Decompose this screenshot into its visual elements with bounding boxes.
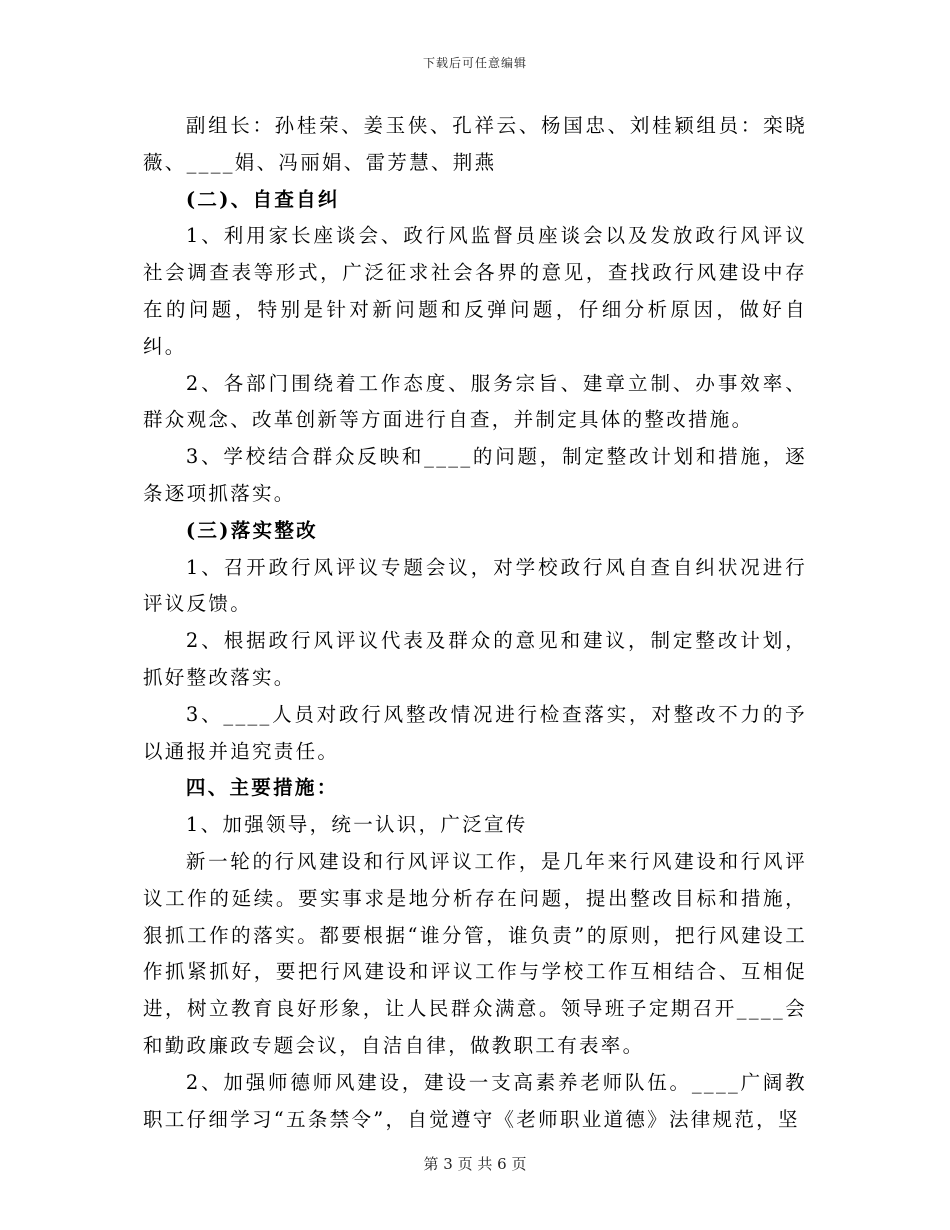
paragraph: 3、____人员对政行风整改情况进行检查落实，对整改不力的予以通报并追究责任。 <box>143 702 807 763</box>
paragraph: 1、利用家长座谈会、政行风监督员座谈会以及发放政行风评议社会调查表等形式，广泛征求社会各界的意见，查找政行风建设中存在的问题，特别是针对新问题和反弹问题，仔细分析原因，做好自纠。 <box>143 224 807 358</box>
paragraph: 2、加强师德师风建设，建设一支高素养老师队伍。____广阔教职工仔细学习“五条禁令”，自觉遵守《老师职业道德》法律规范，坚 <box>143 1070 807 1131</box>
document-body <box>143 108 807 1138</box>
page-header-note: 下载后可任意编辑 <box>422 56 527 70</box>
paragraph: 1、召开政行风评议专题会议，对学校政行风自查自纠状况进行评议反馈。 <box>143 555 807 616</box>
page-number: 第 3 页 共 6 页 <box>423 1155 527 1173</box>
paragraph: 2、各部门围绕着工作态度、服务宗旨、建章立制、办事效率、群众观念、改革创新等方面进行自查，并制定具体的整改措施。 <box>143 371 807 432</box>
paragraph: 1、加强领导，统一认识，广泛宣传 <box>185 813 528 837</box>
paragraph: 副组长：孙桂荣、姜玉侠、孔祥云、杨国忠、刘桂颖组员：栾晓薇、____娟、冯丽娟、雷芳慧、荆燕 <box>143 114 807 174</box>
paragraph: 新一轮的行风建设和行风评议工作，是几年来行风建设和行风评议工作的延续。要实事求是地分析存在问题，提出整改目标和措施，狠抓工作的落实。都要根据“谁分管，谁负责”的原则，把行风建设工作抓紧抓好，要把行风建设和评议工作与学校工作互相结合、互相促进，树立教育良好形象，让人民群众满意。领导班子定期召开____会和勤政廉政专题会议，自洁自律，做教职工有表率。 <box>143 849 807 1057</box>
section-heading: 四、主要措施： <box>185 776 339 800</box>
paragraph: 2、根据政行风评议代表及群众的意见和建议，制定整改计划，抓好整改落实。 <box>143 629 807 689</box>
paragraph: 3、学校结合群众反映和____的问题，制定整改计划和措施，逐条逐项抓落实。 <box>143 445 807 505</box>
section-heading: (三)落实整改 <box>185 518 318 542</box>
section-heading: (二)、自查自纠 <box>185 187 340 211</box>
